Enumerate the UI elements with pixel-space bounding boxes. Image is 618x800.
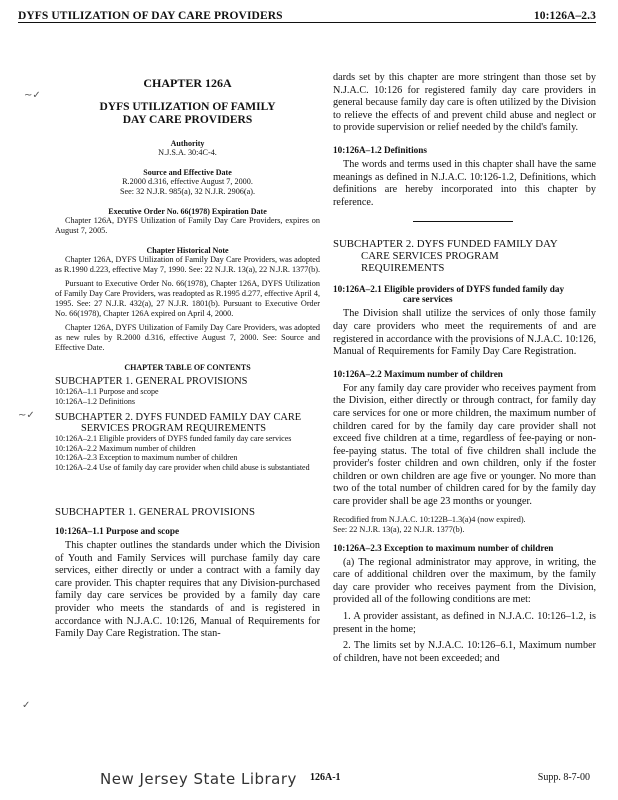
toc-list-2: [55, 434, 320, 472]
toc-subchapter-2: SUBCHAPTER 2. DYFS FUNDED FAMILY DAY CARE: [55, 412, 302, 423]
source-line-1: R.2000 d.316, effective August 7, 2000.: [122, 177, 253, 186]
toc-list-1: [55, 387, 320, 406]
library-stamp: New Jersey State Library: [100, 770, 297, 788]
toc-label: CHAPTER TABLE OF CONTENTS: [124, 363, 251, 372]
section-1-1-continued: dards set by this chapter are more stringent than those set by N.J.A.C. 10:126 for registered family day care providers in general because family day care is often utilized by the Division to relieve the effects of and prevent child abuse and neglect or to provide supervision or relief needed by the child's family.: [333, 72, 596, 134]
toc-row: 10:126A–1.2 Definitions: [55, 396, 135, 406]
toc-row: 10:126A–2.3 Exception to maximum number of children: [55, 453, 238, 462]
toc-subchapter-1: SUBCHAPTER 1. GENERAL PROVISIONS: [55, 376, 248, 387]
margin-mark: ✓: [22, 700, 31, 711]
supplement-date: Supp. 8-7-00: [537, 772, 590, 783]
subchapter-1-heading: SUBCHAPTER 1. GENERAL PROVISIONS: [55, 506, 255, 518]
source-label: Source and Effective Date: [143, 168, 232, 177]
header-title: DYFS UTILIZATION OF DAY CARE PROVIDERS: [18, 10, 283, 22]
right-column: [333, 72, 596, 665]
section-1-1-heading: 10:126A–1.1 Purpose and scope: [55, 526, 180, 536]
toc-subchapter-2-cont: SERVICES PROGRAM REQUIREMENTS: [81, 423, 267, 434]
section-1-2-text: The words and terms used in this chapter shall have the same meanings as defined in N.J.A.C. 10:126-1.2, Definitions, which definitions are hereby incorporated into this chapter by reference.: [333, 158, 596, 208]
chapter-title: DYFS UTILIZATION OF FAMILY DAY CARE PROVIDERS: [99, 101, 276, 126]
toc-row: 10:126A–1.1 Purpose and scope: [55, 387, 159, 396]
margin-mark: ~✓: [18, 410, 35, 421]
historical-note-3: Chapter 126A, DYFS Utilization of Family Day Care Providers, was adopted as new rules by R.2000 d.316, effective August 7, 2000. See: Source and Effective Date.: [55, 323, 320, 352]
toc-row: 10:126A–2.1 Eligible providers of DYFS funded family day care services: [55, 434, 292, 443]
section-2-2-text: For any family day care provider who receives payment from the Division, either directly or through contract, for family day care services for one or more children, the maximum number of children cared for by the family day care provider shall not exceed five children at a time, regardless of fee-paying or non-fee-paying status. The total of five children shall include the provider's foster children and own children, only if the foster children or own children are age five or younger. No more than two of the total number of children cared for by the family day care provider shall be age 23 months or younger.: [333, 382, 596, 508]
chapter-number: CHAPTER 126A: [143, 76, 232, 90]
historical-note-label: Chapter Historical Note: [146, 246, 229, 255]
section-2-2-note-2: See: 22 N.J.R. 13(a), 22 N.J.R. 1377(b).: [333, 524, 465, 534]
subchapter-2-heading: SUBCHAPTER 2. DYFS FUNDED FAMILY DAY CARE SERVICES PROGRAM REQUIREMENTS: [333, 238, 558, 275]
section-2-2-heading: 10:126A–2.2 Maximum number of children: [333, 368, 503, 379]
page-number: 126A-1: [310, 772, 341, 783]
executive-order-label: Executive Order No. 66(1978) Expiration Date: [108, 207, 267, 216]
section-1-2-heading: 10:126A–1.2 Definitions: [333, 144, 427, 155]
section-2-3-item-1: 1. A provider assistant, as defined in N.J.A.C. 10:126–1.2, is present in the home;: [333, 611, 596, 635]
section-2-3-text: (a) The regional administrator may approve, in writing, the care of additional children over the maximum, by the family day care provider who receives payment from the Division, provided all of the following conditions are met:: [333, 556, 596, 606]
authority-label: Authority: [170, 139, 205, 148]
section-2-1-text: The Division shall utilize the services of only those family day care providers who meet the requirements of and are registered in accordance with the provisions of N.J.A.C. 10:126, Manual of Requirements for Family Day Care Registration.: [333, 308, 596, 358]
page-footer: [100, 770, 590, 790]
divider-rule: [413, 221, 513, 222]
header-section: 10:126A–2.3: [533, 10, 596, 22]
running-header: [18, 6, 596, 23]
section-2-3-heading: 10:126A–2.3 Exception to maximum number of children: [333, 542, 554, 553]
section-1-1-text: This chapter outlines the standards under which the Division of Youth and Family Services will purchase family day care services, either directly or under a contract with a family day care provider. This chapter requires that any Division-purchased family day care services be provided by a family day care provider who meets the standards of and is registered in accordance with N.J.A.C. 10:126, Manual of Requirements for Family Day Care Registration. The stan-: [55, 540, 320, 640]
authority-text: N.J.S.A. 30:4C-4.: [158, 148, 217, 157]
margin-mark: ~✓: [24, 90, 41, 101]
historical-note-1: Chapter 126A, DYFS Utilization of Family Day Care Providers, was adopted as R.1990 d.223, effective May 7, 1990. See: 22 N.J.R. 13(a), 22 N.J.R. 1377(b).: [55, 255, 320, 274]
section-2-3-item-2: 2. The limits set by N.J.A.C. 10:126–6.1, Maximum number of children, have not been exceeded; and: [333, 640, 596, 664]
toc-row: 10:126A–2.2 Maximum number of children: [55, 443, 196, 453]
left-column: [55, 76, 320, 641]
toc-row: 10:126A–2.4 Use of family day care provider when child abuse is substantiated: [55, 462, 310, 472]
executive-order-text: Chapter 126A, DYFS Utilization of Family Day Care Providers, expires on August 7, 2005.: [55, 216, 320, 235]
section-2-2-note-1: Recodified from N.J.A.C. 10:122B–1.3(a)4 (now expired).: [333, 514, 526, 524]
section-2-1-heading: 10:126A–2.1 Eligible providers of DYFS funded family day care services: [333, 284, 565, 305]
historical-note-2: Pursuant to Executive Order No. 66(1978), Chapter 126A, DYFS Utilization of Family Day Care Providers, was readopted as R.1995 d.277, effective April 4, 1995. See: 27 N.J.R. 432(a), 27 N.J.R. 1801(b). Pursuant to Executive Order No. 66(1978), Chapter 126A expired on April 4, 2000.: [55, 279, 320, 318]
source-line-2: See: 32 N.J.R. 985(a), 32 N.J.R. 2906(a).: [119, 187, 256, 196]
